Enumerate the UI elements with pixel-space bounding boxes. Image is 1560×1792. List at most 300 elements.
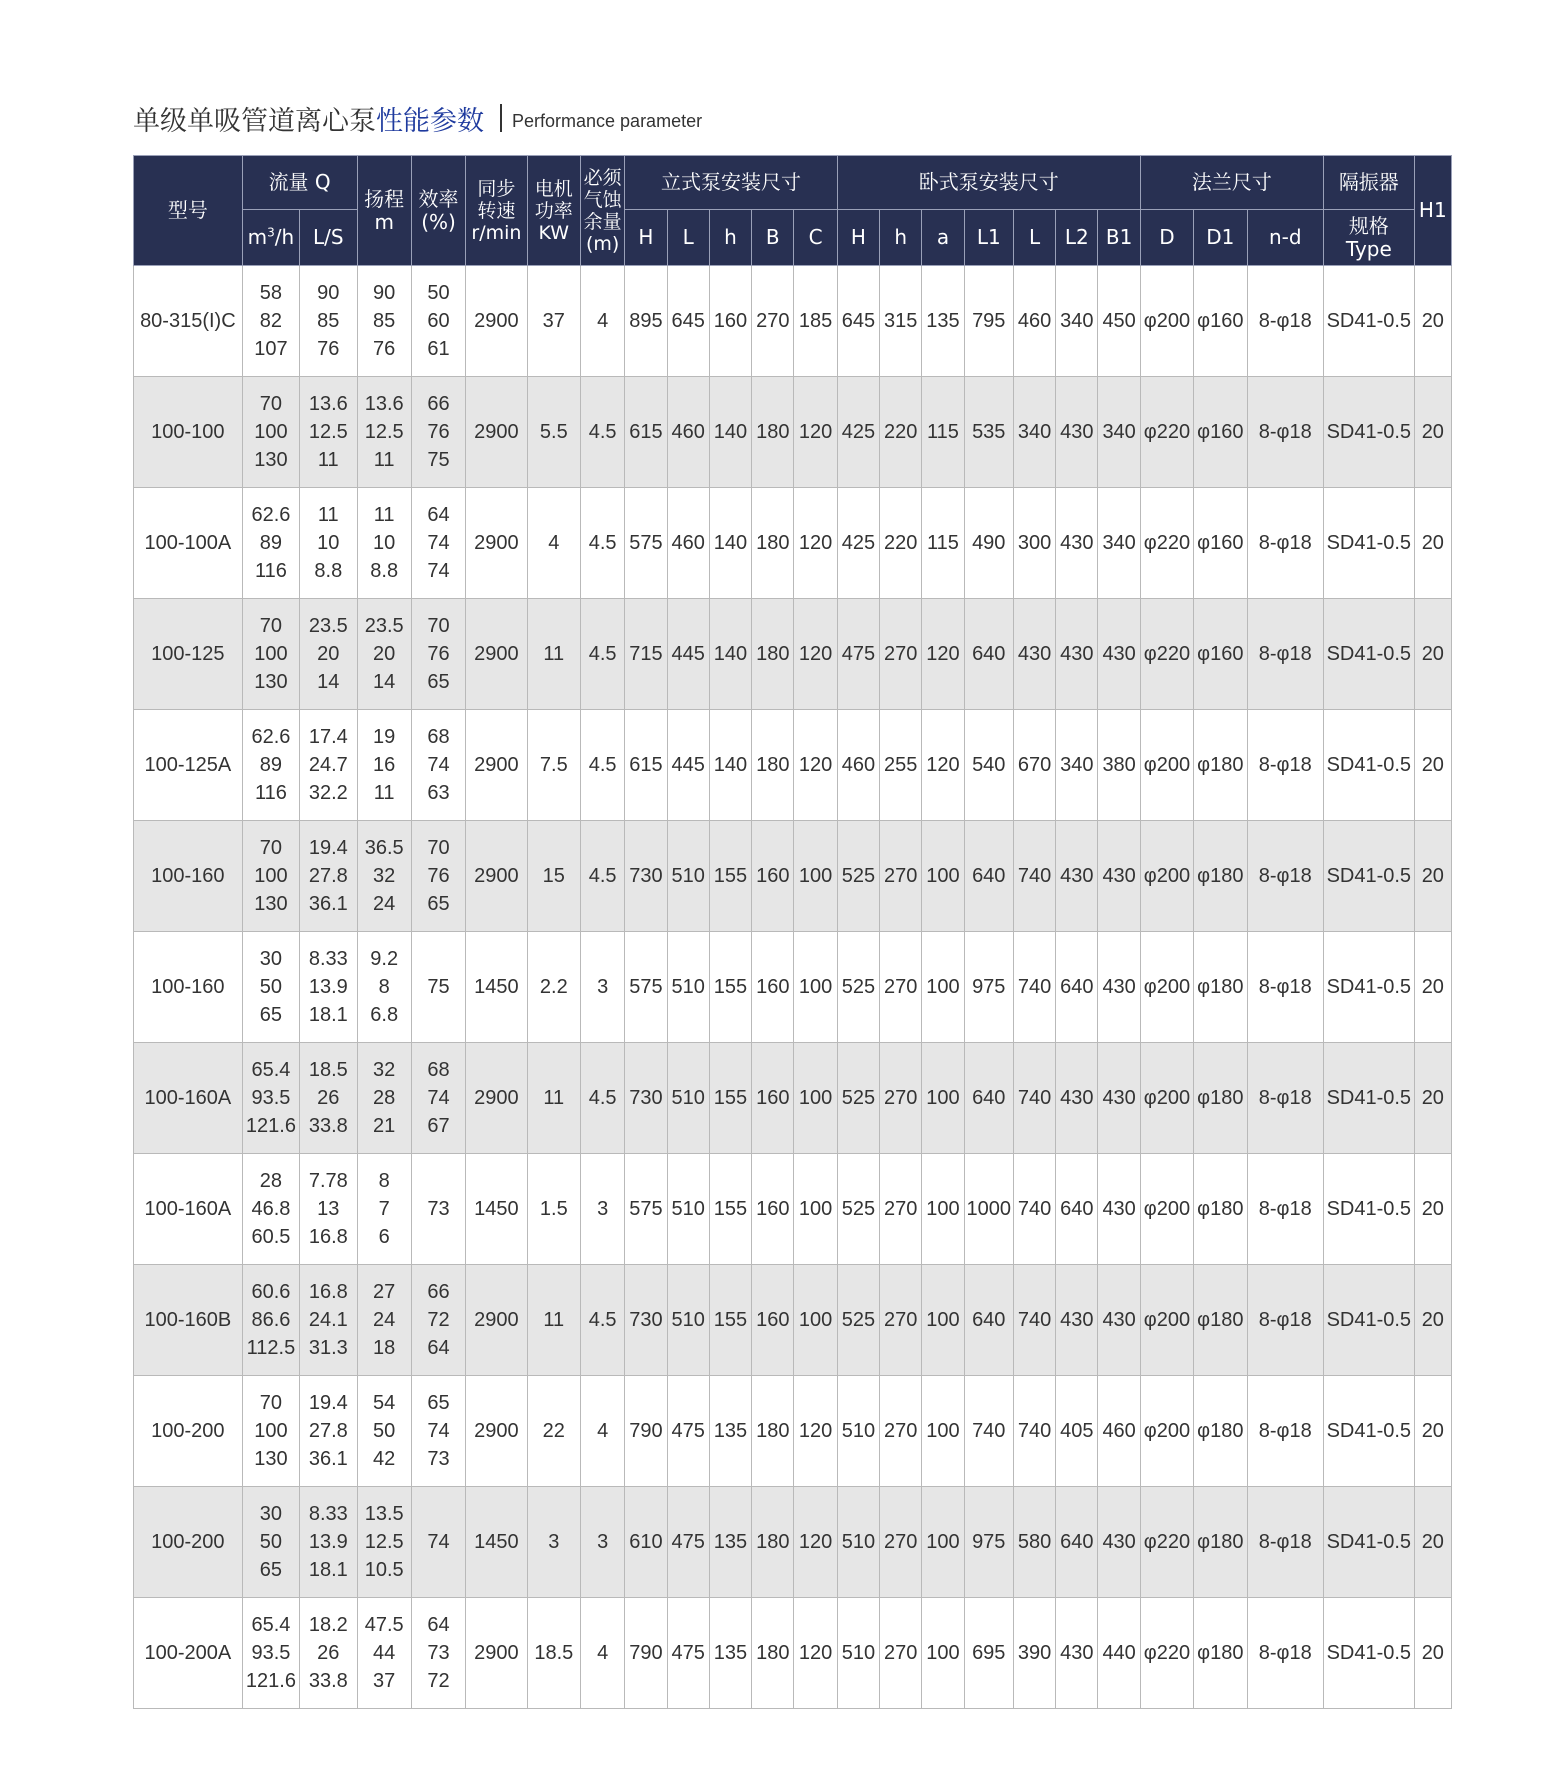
cell-flow-m3h-value: 107 xyxy=(254,338,288,360)
cell-horizontal-dim: 340 xyxy=(1013,377,1055,488)
cell-flange-dim: φ180 xyxy=(1194,1487,1247,1598)
cell-efficiency-value: 74 xyxy=(427,1420,450,1442)
cell-vertical-dim: 135 xyxy=(709,1487,751,1598)
cell-flange-dim: φ200 xyxy=(1140,1376,1193,1487)
col-head-unit: m xyxy=(374,209,394,234)
cell-horizontal-dim: 270 xyxy=(880,1043,922,1154)
cell-vertical-dim: 445 xyxy=(667,599,709,710)
cell-speed: 2900 xyxy=(466,821,527,932)
cell-vertical-dim: 730 xyxy=(625,821,667,932)
cell-head-value: 90 xyxy=(373,282,396,304)
cell-vertical-dim: 160 xyxy=(752,821,794,932)
cell-horizontal-dim: 475 xyxy=(837,599,879,710)
cell-vertical-dim: 510 xyxy=(667,1154,709,1265)
cell-efficiency-value: 72 xyxy=(427,1670,450,1692)
col-npsh-l2: 气蚀 xyxy=(583,188,622,211)
cell-efficiency-value: 63 xyxy=(427,782,450,804)
cell-horizontal-dim: 430 xyxy=(1098,1043,1140,1154)
cell-flow-m3h-value: 65.4 xyxy=(251,1059,291,1081)
unit-m: m xyxy=(247,225,268,249)
cell-efficiency-value: 64 xyxy=(427,504,450,526)
cell-isolator: SD41-0.5 xyxy=(1324,1265,1415,1376)
cell-horizontal-dim: 100 xyxy=(922,1154,964,1265)
cell-horizontal-dim: 460 xyxy=(1013,266,1055,377)
cell-horizontal-dim: 695 xyxy=(964,1598,1013,1709)
cell-vertical-dim: 140 xyxy=(709,710,751,821)
cell-efficiency-value: 64 xyxy=(427,1614,450,1636)
cell-speed: 2900 xyxy=(466,488,527,599)
cell-flange-dim: 8-φ18 xyxy=(1247,821,1324,932)
cell-power: 15 xyxy=(527,821,580,932)
cell-flow-ls-value: 18.1 xyxy=(308,1559,348,1581)
cell-isolator: SD41-0.5 xyxy=(1324,1154,1415,1265)
cell-isolator: SD41-0.5 xyxy=(1324,1043,1415,1154)
cell-flange-dim: φ220 xyxy=(1140,488,1193,599)
cell-efficiency-value: 72 xyxy=(427,1309,450,1331)
cell-horizontal-dim: 315 xyxy=(880,266,922,377)
cell-horizontal-dim: 430 xyxy=(1098,1265,1140,1376)
cell-head xyxy=(357,488,411,599)
cell-speed: 2900 xyxy=(466,1043,527,1154)
col-efficiency xyxy=(411,156,465,266)
cell-npsh: 4 xyxy=(580,1598,624,1709)
cell-efficiency-value: 73 xyxy=(427,1448,450,1470)
cell-horizontal-dim: 640 xyxy=(964,821,1013,932)
cell-flow-m3h-value: 30 xyxy=(259,948,283,970)
col-v-C: C xyxy=(794,210,837,266)
cell-vertical-dim: 140 xyxy=(709,377,751,488)
cell-flow-m3h-value: 50 xyxy=(259,976,283,998)
cell-flow-ls-value: 31.3 xyxy=(308,1337,348,1359)
cell-flow-ls-value: 10 xyxy=(317,532,340,554)
cell-flow-ls-value: 13.9 xyxy=(308,1531,348,1553)
cell-efficiency xyxy=(411,821,465,932)
cell-head-value: 36.5 xyxy=(364,837,404,859)
cell-flow-m3h xyxy=(242,932,299,1043)
cell-efficiency-value: 60 xyxy=(427,310,450,332)
col-hz-B1: B1 xyxy=(1098,210,1140,266)
col-speed-unit: r/min xyxy=(471,221,522,244)
cell-flow-m3h-value: 100 xyxy=(254,865,288,887)
cell-vertical-dim: 510 xyxy=(667,821,709,932)
cell-flange-dim: 8-φ18 xyxy=(1247,377,1324,488)
cell-efficiency-value: 70 xyxy=(427,615,450,637)
cell-model: 100-125 xyxy=(134,599,243,710)
cell-vertical-dim: 510 xyxy=(667,1043,709,1154)
cell-horizontal-dim: 425 xyxy=(837,377,879,488)
cell-vertical-dim: 475 xyxy=(667,1376,709,1487)
cell-efficiency-value: 64 xyxy=(427,1337,450,1359)
cell-vertical-dim: 790 xyxy=(625,1376,667,1487)
cell-flow-ls-value: 36.1 xyxy=(308,893,348,915)
cell-flow-ls-value: 18.1 xyxy=(308,1004,348,1026)
cell-efficiency-value: 68 xyxy=(427,726,450,748)
cell-flow-ls xyxy=(300,599,357,710)
cell-npsh: 4.5 xyxy=(580,488,624,599)
cell-horizontal-dim: 430 xyxy=(1013,599,1055,710)
cell-flow-m3h-value: 121.6 xyxy=(245,1670,296,1692)
cell-head-value: 27 xyxy=(373,1281,396,1303)
cell-power: 37 xyxy=(527,266,580,377)
cell-efficiency-value: 74 xyxy=(427,560,450,582)
cell-efficiency-value: 74 xyxy=(427,1531,450,1553)
cell-horizontal-dim: 430 xyxy=(1056,1598,1098,1709)
cell-flange-dim: 8-φ18 xyxy=(1247,710,1324,821)
cell-flow-ls xyxy=(300,1154,357,1265)
cell-horizontal-dim: 740 xyxy=(1013,932,1055,1043)
cell-efficiency xyxy=(411,1043,465,1154)
col-power-l1: 电机 xyxy=(534,177,573,200)
cell-horizontal-dim: 510 xyxy=(837,1598,879,1709)
cell-flange-dim: φ200 xyxy=(1140,710,1193,821)
table-row xyxy=(134,488,1452,599)
col-flow-ls: L/S xyxy=(300,210,357,266)
cell-flow-ls xyxy=(300,710,357,821)
cell-flow-m3h-value: 116 xyxy=(254,560,287,582)
cell-horizontal-dim: 795 xyxy=(964,266,1013,377)
cell-isolator: SD41-0.5 xyxy=(1324,266,1415,377)
cell-head-value: 10.5 xyxy=(364,1559,404,1581)
cell-horizontal-dim: 450 xyxy=(1098,266,1140,377)
cell-horizontal-dim: 525 xyxy=(837,1265,879,1376)
cell-h1: 20 xyxy=(1414,710,1451,821)
cell-head-value: 24 xyxy=(373,893,396,915)
cell-head xyxy=(357,932,411,1043)
cell-horizontal-dim: 100 xyxy=(922,1043,964,1154)
cell-flow-m3h-value: 86.6 xyxy=(251,1309,291,1331)
cell-flow-ls-value: 24.1 xyxy=(308,1309,348,1331)
cell-horizontal-dim: 645 xyxy=(837,266,879,377)
cell-power: 11 xyxy=(527,1265,580,1376)
cell-efficiency xyxy=(411,710,465,821)
cell-efficiency-value: 74 xyxy=(427,532,450,554)
cell-head-value: 54 xyxy=(373,1392,396,1414)
cell-head-value: 85 xyxy=(373,310,396,332)
cell-horizontal-dim: 430 xyxy=(1098,599,1140,710)
cell-horizontal-dim: 430 xyxy=(1056,1265,1098,1376)
cell-npsh: 3 xyxy=(580,1154,624,1265)
cell-horizontal-dim: 100 xyxy=(922,821,964,932)
cell-flow-ls xyxy=(300,1376,357,1487)
cell-vertical-dim: 460 xyxy=(667,488,709,599)
cell-flow-m3h-value: 60.5 xyxy=(251,1226,291,1248)
cell-head-value: 12.5 xyxy=(364,1531,404,1553)
cell-model: 100-160 xyxy=(134,821,243,932)
cell-h1: 20 xyxy=(1414,599,1451,710)
cell-vertical-dim: 140 xyxy=(709,599,751,710)
cell-horizontal-dim: 300 xyxy=(1013,488,1055,599)
cell-vertical-dim: 270 xyxy=(752,266,794,377)
col-iso-l2: Type xyxy=(1345,236,1392,261)
cell-flow-m3h-value: 100 xyxy=(254,421,288,443)
cell-horizontal-dim: 270 xyxy=(880,1376,922,1487)
cell-vertical-dim: 180 xyxy=(752,1376,794,1487)
cell-model: 100-160A xyxy=(134,1043,243,1154)
cell-vertical-dim: 610 xyxy=(625,1487,667,1598)
cell-vertical-dim: 100 xyxy=(794,1043,837,1154)
heading-english: Performance parameter xyxy=(512,110,703,131)
cell-npsh: 4.5 xyxy=(580,377,624,488)
cell-head-value: 16 xyxy=(373,754,396,776)
cell-vertical-dim: 140 xyxy=(709,488,751,599)
col-fl-nd: n-d xyxy=(1247,210,1324,266)
table-row xyxy=(134,932,1452,1043)
col-model: 型号 xyxy=(134,156,243,266)
cell-vertical-dim: 160 xyxy=(752,1154,794,1265)
cell-vertical-dim: 180 xyxy=(752,1598,794,1709)
cell-flange-dim: φ160 xyxy=(1194,377,1247,488)
cell-model: 100-160A xyxy=(134,1154,243,1265)
cell-horizontal-dim: 100 xyxy=(922,1265,964,1376)
cell-vertical-dim: 160 xyxy=(709,266,751,377)
cell-isolator: SD41-0.5 xyxy=(1324,1376,1415,1487)
table-row xyxy=(134,266,1452,377)
cell-power: 4 xyxy=(527,488,580,599)
cell-h1: 20 xyxy=(1414,488,1451,599)
cell-efficiency-value: 76 xyxy=(427,421,450,443)
cell-isolator: SD41-0.5 xyxy=(1324,599,1415,710)
cell-model: 100-125A xyxy=(134,710,243,821)
cell-horizontal-dim: 430 xyxy=(1098,1487,1140,1598)
cell-flow-m3h-value: 50 xyxy=(259,1531,283,1553)
col-hz-h: h xyxy=(880,210,922,266)
cell-flow-ls-value: 18.5 xyxy=(308,1059,348,1081)
cell-vertical-dim: 160 xyxy=(752,1043,794,1154)
cell-npsh: 3 xyxy=(580,1487,624,1598)
cell-vertical-dim: 460 xyxy=(667,377,709,488)
cell-vertical-dim: 135 xyxy=(709,1598,751,1709)
table-row xyxy=(134,1376,1452,1487)
col-head-label: 扬程 xyxy=(364,186,405,211)
cell-efficiency xyxy=(411,488,465,599)
cell-horizontal-dim: 535 xyxy=(964,377,1013,488)
cell-flow-ls-value: 11 xyxy=(317,504,339,526)
cell-vertical-dim: 575 xyxy=(625,488,667,599)
col-flange-group: 法兰尺寸 xyxy=(1140,156,1323,210)
cell-flow-m3h xyxy=(242,1598,299,1709)
cell-horizontal-dim: 670 xyxy=(1013,710,1055,821)
cell-flange-dim: φ200 xyxy=(1140,1154,1193,1265)
cell-horizontal-dim: 430 xyxy=(1098,1154,1140,1265)
cell-horizontal-dim: 390 xyxy=(1013,1598,1055,1709)
cell-horizontal-dim: 340 xyxy=(1056,266,1098,377)
cell-flow-ls-value: 13.9 xyxy=(308,976,348,998)
cell-efficiency-value: 70 xyxy=(427,837,450,859)
unit-sup: 3 xyxy=(267,225,275,240)
cell-efficiency xyxy=(411,377,465,488)
cell-vertical-dim: 120 xyxy=(794,710,837,821)
cell-vertical-dim: 575 xyxy=(625,932,667,1043)
cell-vertical-dim: 160 xyxy=(752,1265,794,1376)
cell-horizontal-dim: 380 xyxy=(1098,710,1140,821)
cell-efficiency-value: 76 xyxy=(427,865,450,887)
cell-vertical-dim: 445 xyxy=(667,710,709,821)
cell-power: 11 xyxy=(527,1043,580,1154)
cell-power: 3 xyxy=(527,1487,580,1598)
table-row xyxy=(134,377,1452,488)
col-fl-D: D xyxy=(1140,210,1193,266)
cell-flow-ls-value: 24.7 xyxy=(308,754,348,776)
cell-efficiency-value: 74 xyxy=(427,754,450,776)
cell-flow-m3h-value: 70 xyxy=(259,1392,283,1414)
cell-flow-m3h xyxy=(242,1376,299,1487)
cell-horizontal-dim: 430 xyxy=(1098,821,1140,932)
cell-head xyxy=(357,599,411,710)
cell-h1: 20 xyxy=(1414,932,1451,1043)
cell-horizontal-dim: 135 xyxy=(922,266,964,377)
cell-horizontal-dim: 740 xyxy=(1013,1154,1055,1265)
table-row xyxy=(134,821,1452,932)
cell-efficiency xyxy=(411,1265,465,1376)
cell-vertical-dim: 180 xyxy=(752,488,794,599)
cell-flange-dim: φ220 xyxy=(1140,377,1193,488)
cell-horizontal-dim: 490 xyxy=(964,488,1013,599)
cell-speed: 2900 xyxy=(466,377,527,488)
cell-isolator: SD41-0.5 xyxy=(1324,1598,1415,1709)
cell-horizontal-dim: 220 xyxy=(880,488,922,599)
unit-per-h: /h xyxy=(274,225,295,249)
cell-h1: 20 xyxy=(1414,1154,1451,1265)
cell-head-value: 11 xyxy=(373,449,395,471)
cell-efficiency xyxy=(411,266,465,377)
cell-horizontal-dim: 460 xyxy=(837,710,879,821)
table-row xyxy=(134,1154,1452,1265)
cell-flange-dim: φ180 xyxy=(1194,932,1247,1043)
cell-flange-dim: φ180 xyxy=(1194,1043,1247,1154)
cell-efficiency-value: 74 xyxy=(427,1087,450,1109)
cell-vertical-dim: 180 xyxy=(752,377,794,488)
cell-speed: 1450 xyxy=(466,932,527,1043)
cell-vertical-dim: 180 xyxy=(752,1487,794,1598)
cell-horizontal-dim: 340 xyxy=(1098,488,1140,599)
cell-flow-ls-value: 32.2 xyxy=(308,782,348,804)
col-v-B: B xyxy=(752,210,794,266)
cell-flow-m3h-value: 93.5 xyxy=(251,1087,291,1109)
cell-flow-ls-value: 11 xyxy=(317,449,339,471)
cell-flow-ls xyxy=(300,1043,357,1154)
cell-efficiency xyxy=(411,932,465,1043)
cell-efficiency-value: 61 xyxy=(427,338,450,360)
cell-horizontal-dim: 120 xyxy=(922,599,964,710)
cell-flange-dim: 8-φ18 xyxy=(1247,488,1324,599)
cell-isolator: SD41-0.5 xyxy=(1324,710,1415,821)
cell-vertical-dim: 100 xyxy=(794,1265,837,1376)
cell-efficiency-value: 65 xyxy=(427,671,450,693)
cell-flow-m3h-value: 65 xyxy=(259,1004,283,1026)
cell-flow-ls-value: 19.4 xyxy=(308,1392,348,1414)
cell-efficiency-value: 75 xyxy=(427,976,450,998)
cell-h1: 20 xyxy=(1414,821,1451,932)
cell-flow-m3h xyxy=(242,1154,299,1265)
col-eff-unit: (%) xyxy=(421,209,456,234)
cell-vertical-dim: 475 xyxy=(667,1487,709,1598)
cell-efficiency-value: 73 xyxy=(427,1198,450,1220)
cell-vertical-dim: 730 xyxy=(625,1265,667,1376)
cell-horizontal-dim: 740 xyxy=(1013,1043,1055,1154)
cell-vertical-dim: 790 xyxy=(625,1598,667,1709)
cell-flange-dim: φ160 xyxy=(1194,599,1247,710)
col-horizontal-group: 卧式泵安装尺寸 xyxy=(837,156,1140,210)
cell-head xyxy=(357,1265,411,1376)
col-iso-l1: 规格 xyxy=(1348,213,1389,238)
cell-isolator: SD41-0.5 xyxy=(1324,932,1415,1043)
cell-flow-m3h-value: 89 xyxy=(259,532,283,554)
col-npsh-unit: (m) xyxy=(585,232,620,255)
cell-head-value: 44 xyxy=(373,1642,396,1664)
cell-horizontal-dim: 975 xyxy=(964,932,1013,1043)
cell-flow-ls-value: 20 xyxy=(317,643,340,665)
cell-flow-ls-value: 27.8 xyxy=(308,1420,348,1442)
cell-head xyxy=(357,1154,411,1265)
cell-npsh: 3 xyxy=(580,932,624,1043)
cell-horizontal-dim: 510 xyxy=(837,1487,879,1598)
cell-vertical-dim: 100 xyxy=(794,1154,837,1265)
cell-flow-ls-value: 23.5 xyxy=(308,615,348,637)
cell-horizontal-dim: 100 xyxy=(922,1376,964,1487)
cell-flange-dim: φ180 xyxy=(1194,821,1247,932)
cell-flow-ls-value: 26 xyxy=(317,1087,340,1109)
cell-efficiency xyxy=(411,1154,465,1265)
cell-head xyxy=(357,1376,411,1487)
table-row xyxy=(134,710,1452,821)
cell-speed: 2900 xyxy=(466,1265,527,1376)
cell-horizontal-dim: 540 xyxy=(964,710,1013,821)
cell-horizontal-dim: 640 xyxy=(1056,1154,1098,1265)
cell-npsh: 4.5 xyxy=(580,1265,624,1376)
cell-flow-ls-value: 13 xyxy=(317,1198,340,1220)
cell-flange-dim: φ200 xyxy=(1140,266,1193,377)
cell-horizontal-dim: 220 xyxy=(880,377,922,488)
col-hz-L2: L2 xyxy=(1056,210,1098,266)
cell-head xyxy=(357,377,411,488)
cell-head-value: 8 xyxy=(378,1170,390,1192)
cell-flow-m3h-value: 60.6 xyxy=(251,1281,291,1303)
cell-horizontal-dim: 115 xyxy=(922,377,964,488)
cell-vertical-dim: 180 xyxy=(752,710,794,821)
cell-flow-m3h-value: 70 xyxy=(259,615,283,637)
table-body xyxy=(134,266,1452,1709)
cell-flow-ls-value: 14 xyxy=(317,671,340,693)
cell-power: 1.5 xyxy=(527,1154,580,1265)
cell-horizontal-dim: 740 xyxy=(964,1376,1013,1487)
cell-flow-ls-value: 90 xyxy=(317,282,340,304)
cell-horizontal-dim: 580 xyxy=(1013,1487,1055,1598)
cell-power: 2.2 xyxy=(527,932,580,1043)
cell-flow-m3h xyxy=(242,1043,299,1154)
cell-horizontal-dim: 975 xyxy=(964,1487,1013,1598)
cell-flow-m3h-value: 62.6 xyxy=(251,726,291,748)
cell-horizontal-dim: 525 xyxy=(837,1154,879,1265)
col-vertical-group: 立式泵安装尺寸 xyxy=(625,156,837,210)
cell-vertical-dim: 155 xyxy=(709,1043,751,1154)
cell-vertical-dim: 715 xyxy=(625,599,667,710)
cell-horizontal-dim: 640 xyxy=(964,1043,1013,1154)
cell-flange-dim: 8-φ18 xyxy=(1247,266,1324,377)
cell-efficiency-value: 50 xyxy=(427,282,450,304)
cell-h1: 20 xyxy=(1414,1043,1451,1154)
cell-horizontal-dim: 430 xyxy=(1056,488,1098,599)
cell-flange-dim: φ220 xyxy=(1140,1598,1193,1709)
cell-head xyxy=(357,1598,411,1709)
cell-h1: 20 xyxy=(1414,1487,1451,1598)
cell-head-value: 37 xyxy=(373,1670,396,1692)
cell-h1: 20 xyxy=(1414,1598,1451,1709)
cell-head-value: 14 xyxy=(373,671,396,693)
col-hz-L: L xyxy=(1013,210,1055,266)
cell-vertical-dim: 120 xyxy=(794,1487,837,1598)
cell-efficiency-value: 67 xyxy=(427,1115,450,1137)
cell-head-value: 6.8 xyxy=(370,1004,399,1026)
